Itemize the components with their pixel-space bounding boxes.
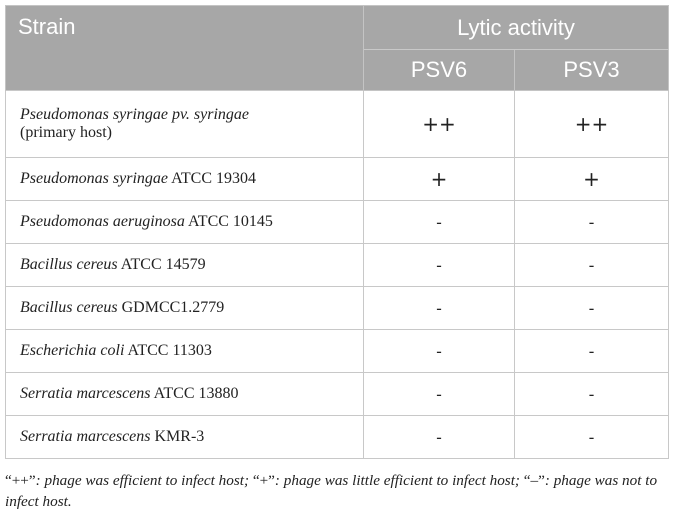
psv3-value: - [515,287,669,330]
psv6-value: + [364,158,515,201]
table-body [6,91,669,459]
psv3-value: - [515,330,669,373]
strain-cell [6,91,364,158]
psv6-column-header: PSV6 [364,50,515,91]
strain-designation: ATCC 13880 [150,385,239,402]
psv6-value: - [364,416,515,459]
psv6-value: - [364,373,515,416]
table-row [6,201,669,244]
lytic-activity-table-container [5,5,668,459]
strain-designation: ATCC 10145 [184,213,273,230]
strain-column-header: Strain [6,6,364,91]
psv6-value: - [364,244,515,287]
strain-note: (primary host) [20,124,112,141]
strain-species: Pseudomonas syringae pv. syringae [20,106,249,123]
strain-cell [6,158,364,201]
strain-species: Bacillus cereus [20,299,118,316]
psv6-value: - [364,201,515,244]
strain-cell [6,373,364,416]
table-row [6,91,669,158]
psv3-column-header: PSV3 [515,50,669,91]
strain-species: Escherichia coli [20,342,125,359]
footnote-symbol-double-plus: “++” [5,472,36,489]
psv3-value: - [515,416,669,459]
strain-cell [6,287,364,330]
footnote-symbol-minus: “–” [523,472,545,489]
psv3-value: + [515,158,669,201]
strain-cell [6,201,364,244]
strain-species: Serratia marcescens [20,428,151,445]
psv6-value: - [364,287,515,330]
strain-designation: ATCC 14579 [117,256,206,273]
strain-designation: GDMCC1.2779 [117,299,225,316]
footnote-text-1: : phage was efficient to infect host; [35,472,253,489]
strain-cell [6,416,364,459]
strain-designation: ATCC 19304 [167,170,256,187]
psv3-value: - [515,201,669,244]
strain-designation: KMR-3 [150,428,205,445]
table-row [6,244,669,287]
table-row [6,416,669,459]
psv3-value: - [515,244,669,287]
table-row [6,330,669,373]
footnote-symbol-plus: “+” [252,472,275,489]
lytic-activity-table [5,5,669,459]
strain-cell [6,244,364,287]
strain-species: Serratia marcescens [20,385,151,402]
strain-species: Pseudomonas syringae [20,170,168,187]
table-row [6,287,669,330]
strain-species: Pseudomonas aeruginosa [20,213,185,230]
strain-designation: ATCC 11303 [124,342,212,359]
table-header [6,6,669,91]
footnote-text-3: : phage was not to infect host. [5,472,658,510]
table-row [6,373,669,416]
table-row [6,158,669,201]
lytic-activity-header: Lytic activity [364,6,669,50]
psv3-value: - [515,373,669,416]
table-footnote [5,470,668,512]
psv6-value: ++ [364,91,515,158]
psv3-value: ++ [515,91,669,158]
footnote-text-2: : phage was little efficient to infect host; [274,472,524,489]
psv6-value: - [364,330,515,373]
strain-species: Bacillus cereus [20,256,118,273]
strain-cell [6,330,364,373]
